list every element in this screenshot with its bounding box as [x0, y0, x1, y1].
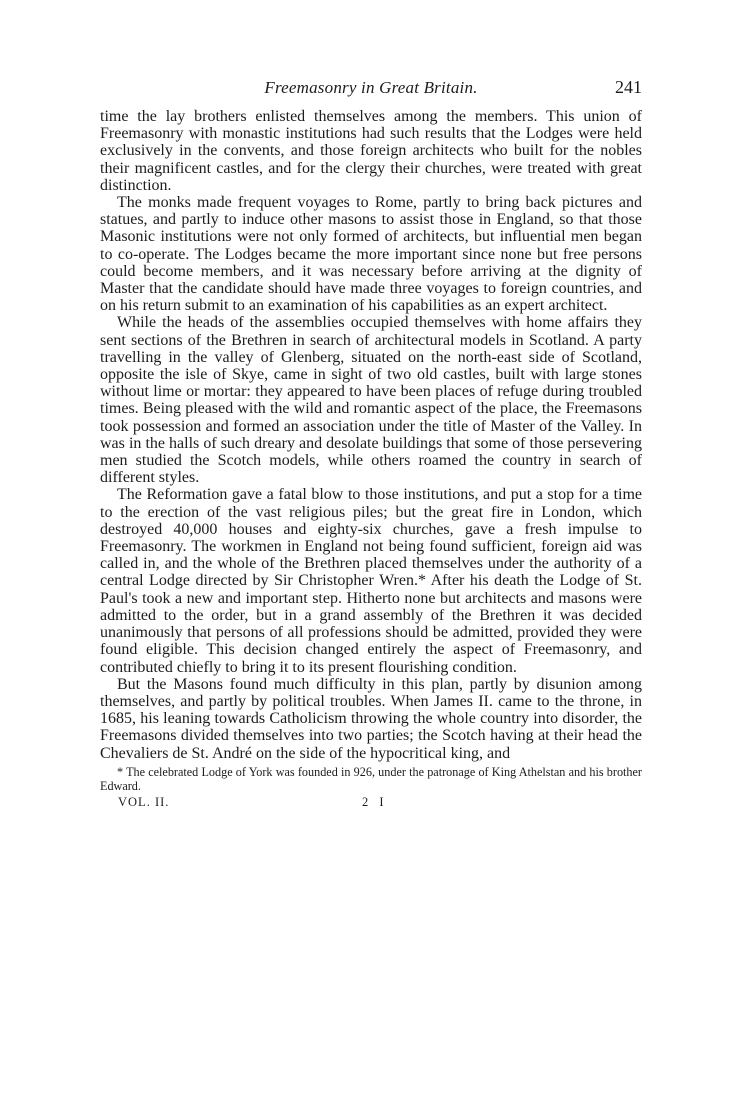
body-text	[100, 108, 642, 762]
running-header	[100, 78, 642, 108]
running-title: Freemasonry in Great Britain.	[264, 78, 478, 97]
volume-label: VOL. II.	[118, 794, 170, 809]
footnote: * The celebrated Lodge of York was founded in 926, under the patronage of King Athelstan and his brother Edward.	[100, 764, 642, 794]
signature-line	[100, 795, 642, 811]
paragraph-4: The Reformation gave a fatal blow to those institutions, and put a stop for a time to the erection of the vast religious piles; but the great fire in London, which destroyed 40,000 houses and eighty-six churches, gave a fresh impulse to Freemasonry. The workmen in England not being found sufficient, foreign aid was called in, and the whole of the Brethren placed themselves under the authority of a central Lodge directed by Sir Christopher Wren.* After his death the Lodge of St. Paul's took a new and important step. Hitherto none but architects and masons were admitted to the order, but in a grand assembly of the Brethren it was decided unanimously that persons of all professions should be admitted, provided they were found eligible. This decision changed entirely the aspect of Freemasonry, and contributed chiefly to bring it to its present flourishing condition.	[100, 486, 642, 676]
page-number: 241	[615, 77, 642, 97]
paragraph-3: While the heads of the assemblies occupied themselves with home affairs they sent sections of the Brethren in search of architectural models in Scotland. A party travelling in the valley of Glenberg, situated on the north-east side of Scotland, opposite the isle of Skye, came in sight of two old castles, built with large stones without lime or mortar: they appeared to have been places of refuge during troubled times. Being pleased with the wild and romantic aspect of the place, the Freemasons took possession and formed an association under the title of Master of the Valley. In was in the halls of such dreary and desolate buildings that some of those persevering men studied the Scotch models, while others roamed the country in search of different styles.	[100, 314, 642, 487]
paragraph-1: time the lay brothers enlisted themselves among the members. This union of Freemasonry with monastic institutions had such results that the Lodges were held exclusively in the convents, and those foreign architects who built for the nobles their magnificent castles, and for the clergy their churches, were treated with great distinction.	[100, 108, 642, 194]
book-page	[100, 78, 642, 811]
signature-mark: 2 I	[362, 794, 388, 809]
paragraph-5: But the Masons found much difficulty in this plan, partly by disunion among themselves, and partly by political troubles. When James II. came to the throne, in 1685, his leaning towards Catholicism throwing the whole country into disorder, the Freemasons divided themselves into two parties; the Scotch having at their head the Chevaliers de St. André on the side of the hypocritical king, and	[100, 675, 642, 762]
paragraph-2: The monks made frequent voyages to Rome, partly to bring back pictures and statues, and partly to induce other masons to assist those in England, so that those Masonic institutions were not only formed of architects, but influential men began to co-operate. The Lodges became the more important since none but free persons could become members, and it was necessary before arriving at the dignity of Master that the candidate should have made three voyages to foreign countries, and on his return submit to an examination of his capabilities as an expert architect.	[100, 194, 642, 315]
